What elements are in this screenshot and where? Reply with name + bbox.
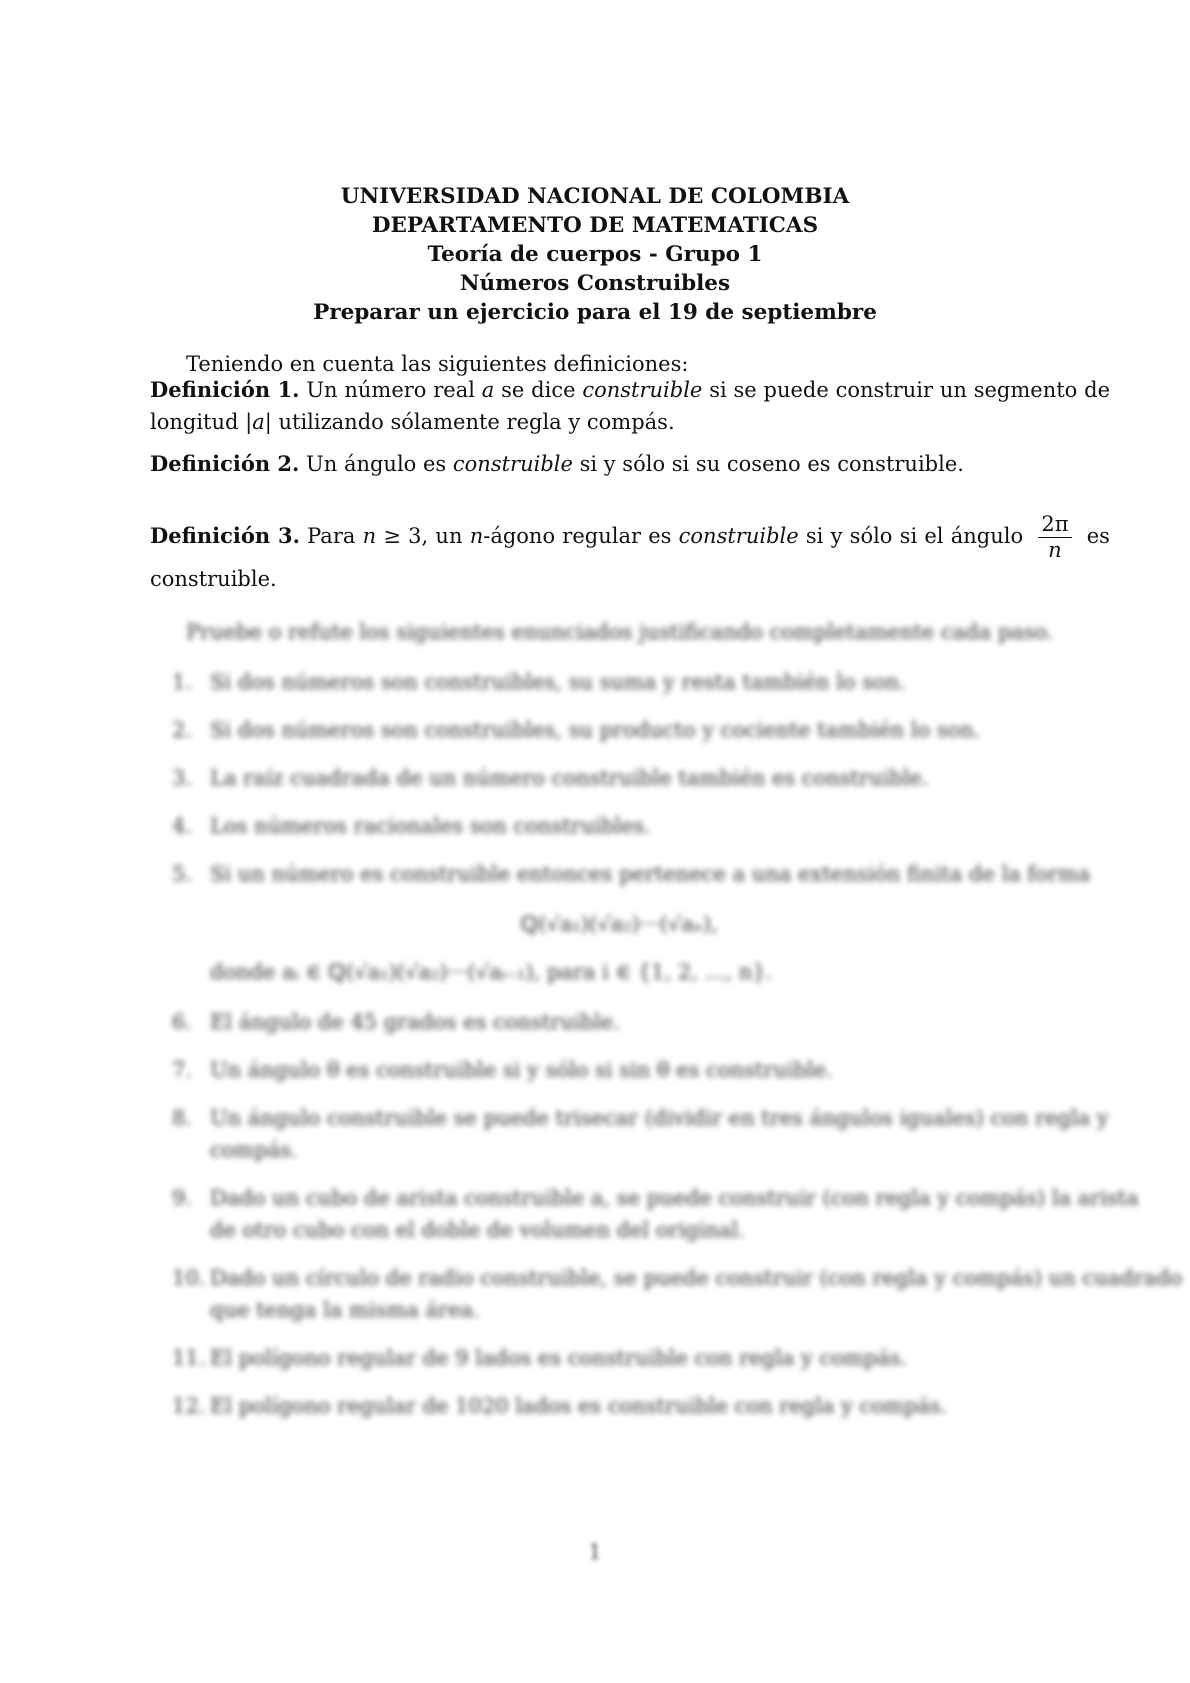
- list-item-number: 8.: [172, 1106, 193, 1130]
- definition-1: Definición 1. Un número real a se dice construible si se puede construir un segmento de longitud |a| utilizando sólamente regla y compás.: [150, 377, 1111, 434]
- list-item-text: donde aᵢ ∈ ℚ(√a₁)(√a₂)···(√aᵢ₋₁), para i ∈ {1, 2, …, n}.: [210, 960, 773, 984]
- list-item-text: El polígono regular de 9 lados es construible con regla y compás.: [210, 1346, 908, 1370]
- list-item-text: El polígono regular de 1020 lados es construible con regla y compás.: [210, 1394, 948, 1418]
- intro-text: Teniendo en cuenta las siguientes definiciones:: [186, 352, 689, 376]
- definition-3: Definición 3. Para n ≥ 3, un n-ágono regular es construible si y sólo si el ángulo $\frac{2\pi}{n}$ es construible.: [150, 512, 1110, 592]
- definition-2-label: Definición 2.: [150, 451, 300, 476]
- list-item-text: Si un número es construible entonces pertenece a una extensión finita de la forma: [210, 862, 1091, 886]
- list-item-number: 2.: [172, 718, 193, 742]
- definition-1-label: Definición 1.: [150, 377, 300, 402]
- term-construible: construible: [452, 452, 573, 476]
- list-item-number: 7.: [172, 1058, 193, 1082]
- angle-fraction: $\frac{2\pi}{n}$: [1038, 512, 1071, 563]
- list-item-text: Si dos números son construibles, su suma y resta también lo son.: [210, 670, 906, 694]
- list-item-text: ℚ(√a₁)(√a₂)···(√aₙ),: [520, 912, 718, 936]
- page-number: 1: [588, 1540, 602, 1564]
- course-name: Teoría de cuerpos - Grupo 1: [427, 242, 763, 267]
- list-item-text: El ángulo de 45 grados es construible.: [210, 1010, 620, 1034]
- list-item-text: Un ángulo θ es construible si y sólo si sin θ es construible.: [210, 1058, 833, 1082]
- document-header: [0, 182, 1190, 327]
- list-item-text: Un ángulo construible se puede trisecar (dividir en tres ángulos iguales) con regla y: [210, 1106, 1109, 1130]
- list-item-number: 4.: [172, 814, 193, 838]
- blurred-exercise-list: [0, 620, 1190, 1480]
- university-name: UNIVERSIDAD NACIONAL DE COLOMBIA: [340, 184, 850, 209]
- list-item-text: que tenga la misma área.: [210, 1298, 480, 1322]
- list-item-text: Si dos números son construibles, su producto y cociente también lo son.: [210, 718, 981, 742]
- topic-title: Números Construibles: [459, 271, 731, 296]
- exercise-intro: Pruebe o refute los siguientes enunciados justificando completamente cada paso.: [186, 620, 1054, 644]
- department-name: DEPARTAMENTO DE MATEMATICAS: [371, 213, 819, 238]
- definition-3-label: Definición 3.: [150, 523, 300, 549]
- list-item-text: Los números racionales son construibles.: [210, 814, 651, 838]
- list-item-text: de otro cubo con el doble de volumen del original.: [210, 1218, 745, 1242]
- list-item-number: 9.: [172, 1186, 193, 1210]
- term-construible: construible: [582, 378, 703, 402]
- definition-2: Definición 2. Un ángulo es construible si y sólo si su coseno es construible.: [150, 451, 964, 476]
- term-construible: construible: [678, 524, 799, 549]
- list-item-number: 3.: [172, 766, 193, 790]
- list-item-text: La raíz cuadrada de un número construible también es construible.: [210, 766, 929, 790]
- list-item-text: compás.: [210, 1138, 298, 1162]
- list-item-number: 10.: [172, 1266, 206, 1290]
- list-item-number: 1.: [172, 670, 193, 694]
- list-item-text: Dado un círculo de radio construible, se puede construir (con regla y compás) un cuadrado: [210, 1266, 1183, 1290]
- list-item-number: 5.: [172, 862, 193, 886]
- list-item-number: 12.: [172, 1394, 206, 1418]
- list-item-text: Dado un cubo de arista construible a, se puede construir (con regla y compás) la arista: [210, 1186, 1139, 1210]
- list-item-number: 6.: [172, 1010, 193, 1034]
- list-item-number: 11.: [172, 1346, 206, 1370]
- assignment-note: Preparar un ejercicio para el 19 de septiembre: [313, 300, 877, 325]
